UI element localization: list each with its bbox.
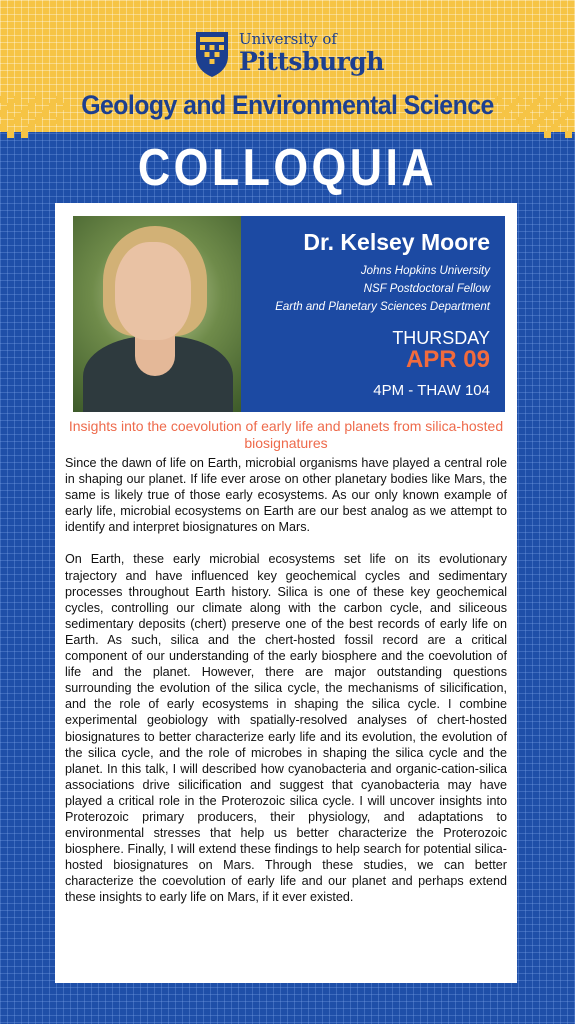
speaker-photo bbox=[73, 216, 241, 412]
department-title: Geology and Environmental Science bbox=[81, 90, 494, 120]
university-name: Pittsburgh bbox=[239, 46, 384, 76]
series-title: COLLOQUIA bbox=[137, 139, 438, 197]
shield-icon bbox=[195, 28, 229, 78]
event-date: APR 09 bbox=[405, 346, 490, 373]
abstract-paragraph: On Earth, these early microbial ecosystems set life on its evolutionary trajectory and have influenced key geochemical cycles and sedimentary processes throughout Earth history. Silica is one of these key geochemical cycles, controlling our climate along with the carbon cycle, and siliceous sedimentary deposits (chert) preserve one of the best records of early life on Earth. As such, silica and the chert-hosted fossil record are a critical component of our understanding of the early biosphere and the coevolution of life and the planet. However, there are major outstanding questions surrounding the evolution of the silica cycle, the mechanisms of silicification, and the role of early ecosystems in shaping the silica cycle. I combine experimental geobiology with spatially-resolved analyses of chert-hosted biosignatures to better characterize early life and its evolution, the evolution of the silica cycle, and the role of microbes in shaping the silica cycle and the planet. In this talk, I will described how cyanobacteria and organic-cation-silica associations drive silicification and suggest that cyanobacteria may have played a critical role in the Proterozoic silica cycle. I will uncover insights into Proterozoic primary producers, their physiology, and adaptations to environmental stresses that help us better characterize the Proterozoic biosphere. Finally, I will extend these findings to help search for potential silica-hosted biosignatures on Mars. Through these studies, we can better characterize the coevolution of early life and our planet and perhaps extend these insights to early life on Mars, if it ever existed. bbox=[65, 552, 507, 905]
university-logo bbox=[195, 26, 384, 80]
affiliation-line: NSF Postdoctoral Fellow bbox=[363, 283, 490, 295]
speaker-affiliation bbox=[251, 262, 490, 316]
speaker-info-panel bbox=[241, 216, 505, 412]
talk-title: Insights into the coevolution of early life and planets from silica-hosted biosignatures bbox=[68, 418, 504, 451]
affiliation-line: Johns Hopkins University bbox=[360, 265, 490, 277]
event-time-location: 4PM - THAW 104 bbox=[373, 382, 490, 399]
abstract-paragraph: Since the dawn of life on Earth, microbial organisms have played a central role in shaping our planet. If life ever arose on other planetary bodies like Mars, the same is likely true of those early ecosystems. As our only known example of early life, microbial ecosystems on Earth are our best analog as we attempt to identify and interpret biosignatures on Mars. bbox=[65, 456, 507, 535]
university-line1: University of bbox=[239, 29, 337, 48]
speaker-name: Dr. Kelsey Moore bbox=[303, 229, 490, 255]
event-card bbox=[55, 203, 517, 983]
event-day: THURSDAY bbox=[392, 328, 490, 348]
talk-abstract bbox=[65, 455, 507, 906]
affiliation-line: Earth and Planetary Sciences Department bbox=[275, 301, 490, 313]
